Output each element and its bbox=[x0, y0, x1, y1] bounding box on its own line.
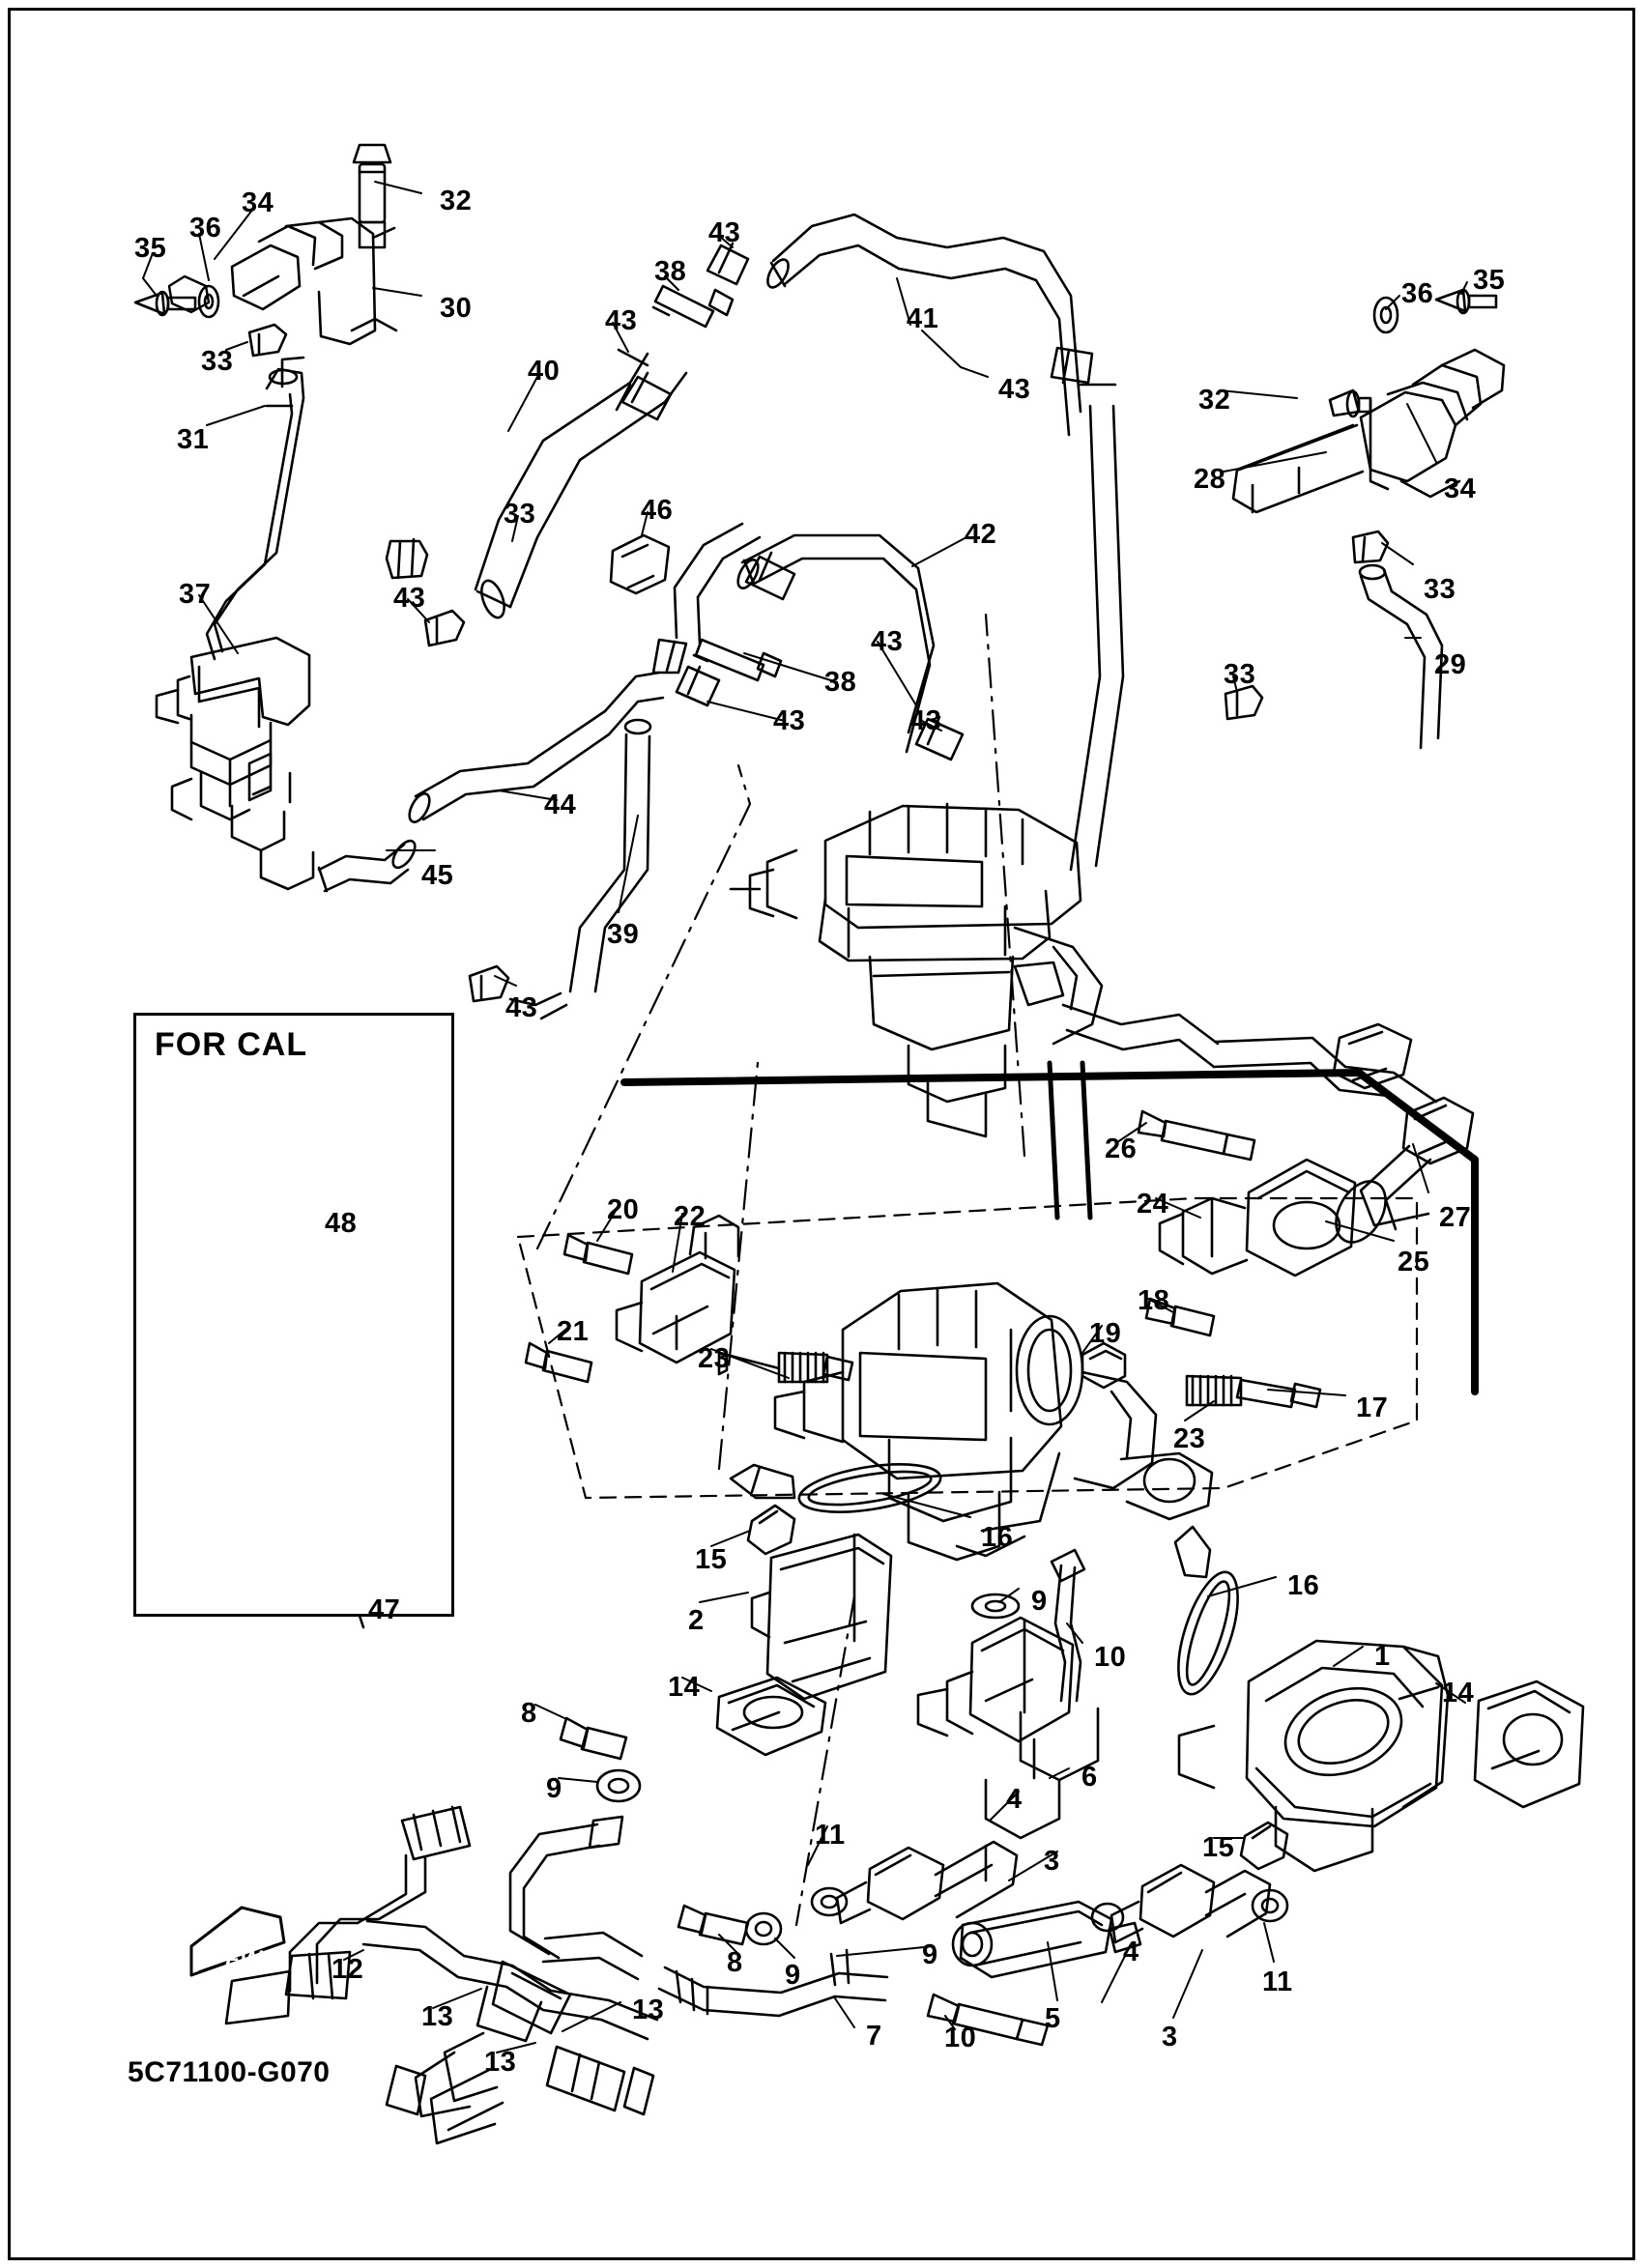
callout-number: 29 bbox=[1434, 649, 1467, 680]
callout-number: 19 bbox=[1089, 1318, 1122, 1349]
callout-number: 4 bbox=[1123, 1937, 1139, 1967]
callout-number: 11 bbox=[815, 1820, 846, 1851]
callout-number: 9 bbox=[546, 1773, 562, 1804]
callout-number: 32 bbox=[440, 186, 473, 216]
callout-number: 8 bbox=[521, 1698, 537, 1729]
callout-number: 23 bbox=[698, 1343, 731, 1374]
callout-number: 36 bbox=[189, 213, 222, 244]
callout-number: 25 bbox=[1398, 1247, 1430, 1278]
callout-number: 43 bbox=[998, 374, 1031, 405]
callout-number: 33 bbox=[504, 499, 536, 530]
callout-number: 35 bbox=[1473, 265, 1506, 296]
callout-number: 26 bbox=[1105, 1134, 1138, 1164]
callout-number: 8 bbox=[727, 1947, 743, 1978]
callout-number: 9 bbox=[1031, 1586, 1048, 1617]
callout-number: 18 bbox=[1138, 1285, 1170, 1316]
callout-number: 43 bbox=[871, 626, 904, 657]
callout-number: 6 bbox=[1081, 1762, 1098, 1793]
callout-number: 32 bbox=[1198, 385, 1231, 416]
callout-number: 43 bbox=[909, 705, 942, 736]
callout-number: 43 bbox=[708, 217, 741, 248]
callout-number: 22 bbox=[674, 1201, 706, 1232]
callout-number: 11 bbox=[1262, 1967, 1293, 1997]
callout-number: 9 bbox=[785, 1960, 801, 1991]
callout-number: 35 bbox=[134, 233, 167, 264]
callout-number: 12 bbox=[331, 1954, 364, 1985]
callout-number: 3 bbox=[1162, 2022, 1178, 2053]
callout-number: 39 bbox=[607, 919, 640, 950]
callout-number: 14 bbox=[668, 1672, 701, 1703]
callout-number: 9 bbox=[922, 1939, 938, 1970]
callout-number: 21 bbox=[557, 1316, 590, 1347]
callout-number: 48 bbox=[325, 1208, 358, 1239]
callout-number: 1 bbox=[1374, 1641, 1391, 1672]
callout-number: 28 bbox=[1194, 464, 1226, 495]
callout-number: 37 bbox=[179, 579, 212, 610]
callout-number: 15 bbox=[1202, 1832, 1235, 1863]
callout-number: 43 bbox=[505, 992, 538, 1023]
callout-number: 14 bbox=[1442, 1678, 1475, 1708]
callout-number: 40 bbox=[528, 356, 561, 387]
callout-number: 47 bbox=[368, 1594, 401, 1625]
callout-number: 3 bbox=[1044, 1846, 1060, 1877]
callout-number: 2 bbox=[688, 1605, 705, 1636]
callout-number: 43 bbox=[773, 705, 806, 736]
callout-number: 42 bbox=[965, 519, 997, 550]
callout-number: 16 bbox=[1287, 1570, 1320, 1601]
callout-number: 43 bbox=[605, 305, 638, 336]
fwd-arrow-label: FWD bbox=[225, 1946, 280, 1972]
callout-number: 38 bbox=[824, 667, 857, 698]
callout-number: 16 bbox=[981, 1522, 1014, 1553]
callout-number: 13 bbox=[484, 2047, 517, 2078]
for-cal-label: FOR CAL bbox=[155, 1026, 308, 1063]
callout-number: 43 bbox=[393, 583, 426, 614]
callout-number: 27 bbox=[1439, 1202, 1472, 1233]
callout-number: 15 bbox=[695, 1544, 728, 1575]
callout-number: 45 bbox=[421, 860, 454, 891]
callout-number: 38 bbox=[654, 256, 687, 287]
callout-number: 33 bbox=[201, 346, 234, 377]
callout-number: 17 bbox=[1356, 1392, 1389, 1423]
callout-number: 5 bbox=[1045, 2003, 1061, 2034]
callout-number: 23 bbox=[1173, 1423, 1206, 1454]
callout-number: 13 bbox=[632, 1995, 665, 2025]
for-cal-inset-box bbox=[133, 1013, 454, 1617]
callout-number: 46 bbox=[641, 495, 674, 526]
callout-number: 33 bbox=[1424, 574, 1456, 605]
callout-number: 30 bbox=[440, 293, 473, 324]
callout-number: 10 bbox=[1094, 1642, 1127, 1673]
callout-number: 4 bbox=[1006, 1784, 1023, 1815]
callout-number: 44 bbox=[544, 789, 577, 820]
callout-number: 34 bbox=[1444, 474, 1477, 504]
callout-number: 41 bbox=[907, 303, 939, 334]
callout-number: 36 bbox=[1401, 278, 1434, 309]
part-number-label: 5C71100-G070 bbox=[128, 2056, 331, 2088]
callout-number: 7 bbox=[866, 2021, 882, 2052]
callout-number: 10 bbox=[944, 2023, 977, 2053]
callout-number: 20 bbox=[607, 1194, 640, 1225]
callout-number: 31 bbox=[177, 424, 210, 455]
callout-number: 33 bbox=[1224, 659, 1256, 690]
callout-number: 24 bbox=[1137, 1189, 1169, 1220]
callout-number: 34 bbox=[242, 187, 274, 218]
callout-number: 13 bbox=[421, 2001, 454, 2032]
